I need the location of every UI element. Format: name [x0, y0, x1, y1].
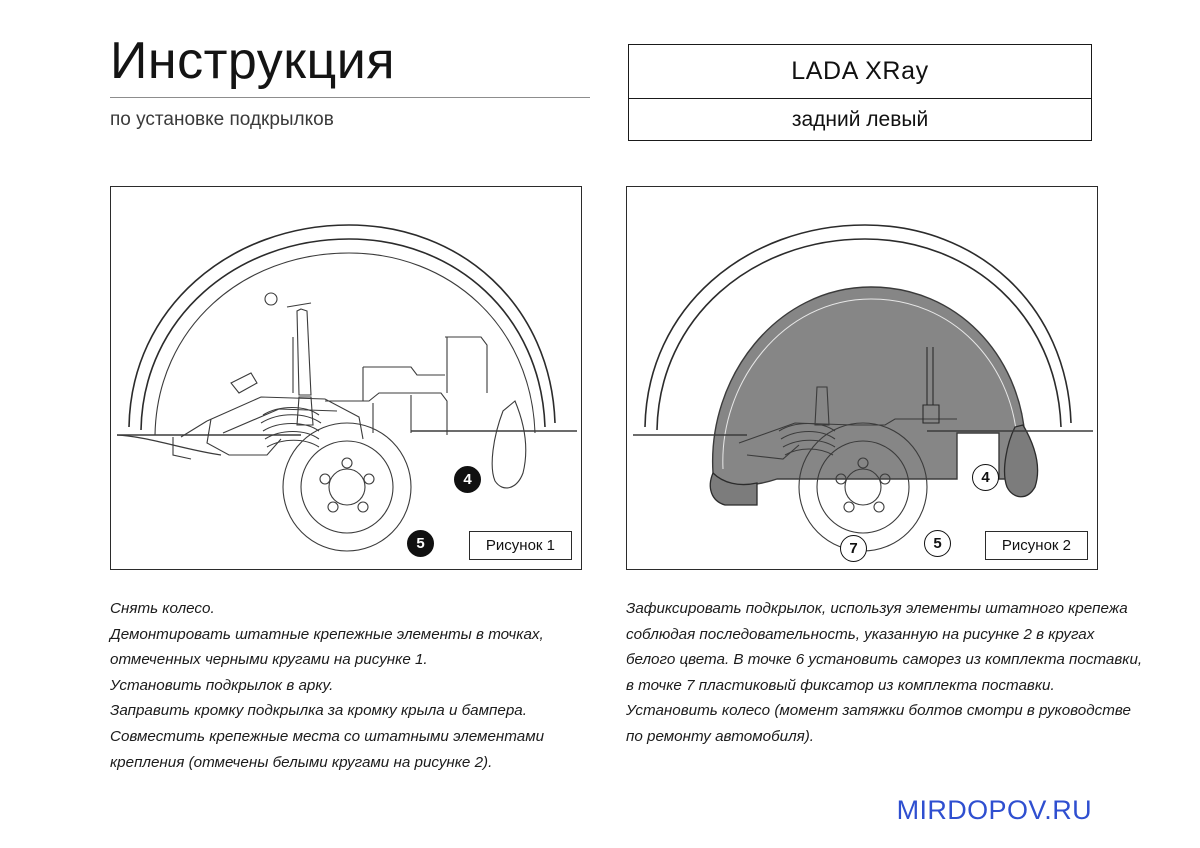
- callout-label: 7: [849, 540, 858, 557]
- model-name: LADA XRay: [629, 45, 1091, 99]
- figure-1-caption: Рисунок 1: [469, 531, 572, 560]
- callout-marker: [407, 530, 434, 557]
- figure-2-illustration: [627, 187, 1097, 569]
- instruction-step: Заправить кромку подкрылка за кромку крыла и бампера.: [110, 702, 527, 720]
- instruction-step: Снять колесо.: [110, 600, 215, 617]
- callout-marker: [840, 535, 867, 562]
- figure-2: [626, 186, 1098, 570]
- instruction-step: Установить подкрылок в арку.: [110, 676, 334, 694]
- page-subtitle: по установке подкрылков: [110, 108, 334, 130]
- callout-label: 4: [981, 469, 990, 486]
- callout-label: 5: [933, 535, 942, 552]
- wheel-position: задний левый: [791, 108, 929, 131]
- instruction-step: Совместить крепежные места со штатными элементами крепления (отмечены белыми кругами на рисунке 2).: [110, 727, 545, 771]
- model-info-box: [628, 44, 1092, 141]
- figure-1: [110, 186, 582, 570]
- figure-1-illustration: [111, 187, 581, 569]
- title-block: [110, 34, 600, 131]
- instruction-step: Демонтировать штатные крепежные элементы в точках, отмеченных черными кругами на рисунке 1.: [110, 625, 544, 669]
- title-divider: [110, 97, 590, 98]
- watermark: MIRDOPOV.RU: [896, 795, 1092, 825]
- callout-marker: [924, 530, 951, 557]
- callout-marker: [972, 464, 999, 491]
- callout-marker: [454, 466, 481, 493]
- header: [110, 34, 1090, 154]
- instructions-right: [626, 596, 1146, 750]
- figure-2-caption: Рисунок 2: [985, 531, 1088, 560]
- instruction-step: Установить колесо (момент затяжки болтов смотри в руководстве по ремонту автомобиля).: [626, 702, 1131, 745]
- instruction-step: Зафиксировать подкрылок, используя элементы штатного крепежа соблюдая последовательность, указанную на рисунке 2 в кругах белого цвета. В точке 6 установить саморез из комплекта поставки, в точке 7 пластиковый фиксатор из комплекта поставки.: [626, 600, 1143, 694]
- instructions-left: [110, 596, 610, 775]
- callout-label: 4: [463, 471, 472, 488]
- callout-label: 5: [416, 535, 425, 552]
- page-title: Инструкция: [110, 32, 395, 90]
